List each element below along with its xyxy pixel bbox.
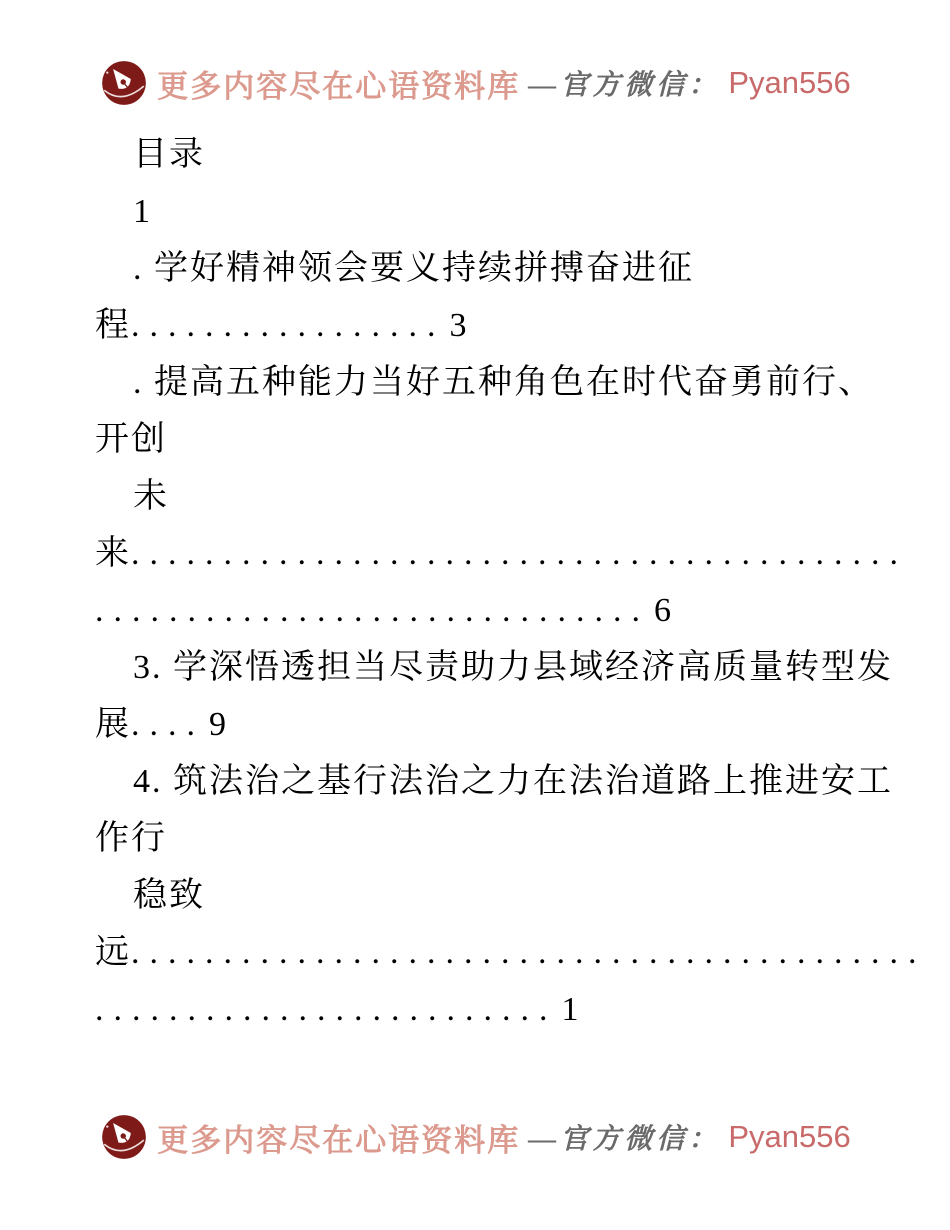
toc-line [95, 867, 885, 924]
page-number: 1 [561, 991, 581, 1028]
toc-line-text: 展 [95, 706, 131, 743]
toc-line-text: 来 [95, 535, 131, 572]
toc-line [95, 924, 927, 981]
dot-leader: ........................................... [131, 934, 927, 971]
toc-line [95, 981, 885, 1038]
dot-leader: .... [131, 706, 205, 743]
dot-leader: .......................................... [131, 535, 908, 572]
dot-leader: ................. [131, 307, 446, 344]
toc-line [95, 582, 885, 639]
toc-line [95, 183, 885, 240]
toc-line-text: 开创 [95, 421, 167, 458]
toc-line-text: . 学好精神领会要义持续拼搏奋进征 [133, 250, 694, 287]
watermark-header [0, 58, 950, 108]
toc-line [95, 240, 885, 297]
toc-line [95, 297, 885, 354]
toc-line [95, 753, 893, 810]
toc-line [95, 696, 885, 753]
toc-title-line [95, 126, 885, 183]
pen-nib-icon [99, 1112, 149, 1162]
watermark-brand-text: 更多内容尽在心语资料库 [157, 68, 521, 104]
toc-line [95, 468, 885, 525]
toc-line-text: 1 [133, 193, 152, 230]
toc-line-text: 3. 学深悟透担当尽责助力县域经济高质量转型发 [133, 649, 893, 686]
toc-line-text: 作行 [95, 820, 167, 857]
toc-line-text: 稳致 [133, 877, 205, 914]
toc-line-text: 4. 筑法治之基行法治之力在法治道路上推进安工 [133, 763, 893, 800]
dot-leader: ......................... [95, 991, 558, 1028]
toc-line [95, 525, 908, 582]
pen-nib-icon [99, 58, 149, 108]
toc-line [95, 639, 893, 696]
toc-line-text: . 提高五种能力当好五种角色在时代奋勇前行、 [133, 364, 874, 401]
page-number: 9 [209, 706, 228, 743]
toc-line [95, 354, 885, 411]
watermark-account: Pyan556 [728, 65, 851, 100]
toc-line-text: 程 [95, 307, 131, 344]
page-number: 3 [449, 307, 469, 344]
toc-line-text: 远 [95, 934, 131, 971]
watermark-wechat-label: —官方微信： [528, 1124, 721, 1155]
toc-title: 目录 [133, 136, 205, 173]
dot-leader: .............................. [95, 592, 650, 629]
watermark-footer [0, 1112, 950, 1162]
toc-line [95, 810, 885, 867]
watermark-brand-text: 更多内容尽在心语资料库 [157, 1122, 521, 1158]
toc-line-text: 未 [133, 478, 169, 515]
page-number: 6 [654, 592, 673, 629]
watermark-wechat-label: —官方微信： [528, 70, 721, 101]
toc-line [95, 411, 885, 468]
watermark-account: Pyan556 [728, 1119, 851, 1154]
toc-content [95, 126, 927, 1038]
